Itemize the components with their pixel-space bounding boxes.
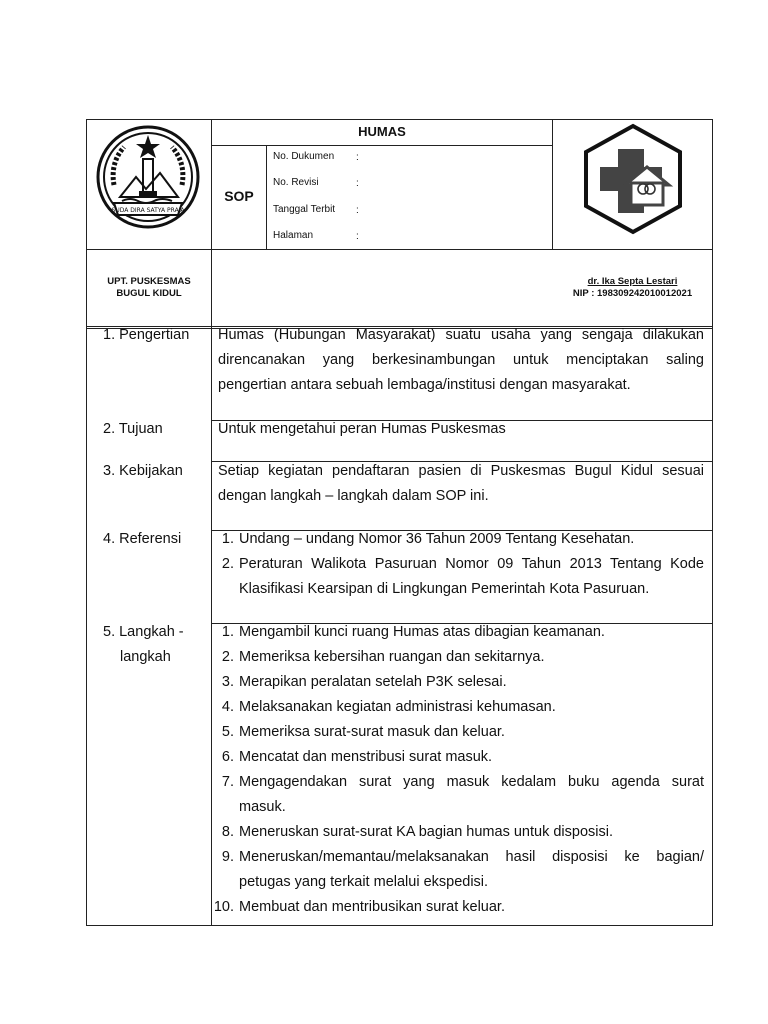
referensi-list: [214, 527, 704, 602]
list-item-number: 6.: [221, 749, 234, 765]
list-item-number: 2.: [221, 556, 234, 572]
field-halaman-sep: :: [356, 231, 359, 242]
section-referensi-label: 4. Referensi: [103, 531, 182, 547]
sop-label: SOP: [224, 188, 254, 204]
list-item-text: Memeriksa kebersihan ruangan dan sekitarnya.: [239, 649, 545, 665]
kebijakan-line-1: Setiap kegiatan pendaftaran pasien di Puskesmas Bugul Kidul sesuai: [218, 463, 704, 479]
list-item: [214, 695, 704, 720]
puskesmas-cross-house-icon: [581, 123, 685, 235]
list-item-number: 3.: [221, 674, 234, 690]
list-item-number: 9.: [221, 849, 234, 865]
list-item-text: petugas yang terkait melalui ekspedisi.: [239, 874, 489, 890]
list-item-text: Memeriksa surat-surat masuk dan keluar.: [239, 724, 505, 740]
list-item: [214, 527, 704, 552]
list-item-text: Peraturan Walikota Pasuruan Nomor 09 Tahun 2013 Tentang Kode: [239, 556, 704, 572]
seal-motto: SUDA DIRA SATYA PRAJA: [111, 207, 185, 214]
org-name: [87, 276, 211, 300]
section-kebijakan-body: [218, 459, 704, 509]
section-pengertian-body: [218, 323, 704, 398]
langkah-label-line2: langkah: [120, 649, 171, 665]
list-item: [214, 745, 704, 770]
list-item-number: 4.: [221, 699, 234, 715]
section-tujuan-label: 2. Tujuan: [103, 421, 163, 437]
list-item-text: Membuat dan mentribusikan surat keluar.: [239, 899, 505, 915]
signer-block: [553, 276, 712, 300]
seal-icon: [96, 125, 200, 229]
list-item-text: Mengambil kunci ruang Humas atas dibagian keamanan.: [239, 624, 605, 640]
field-no-revisi-label: No. Revisi: [273, 177, 319, 188]
list-item-number: 10.: [213, 899, 234, 915]
list-item-number: 7.: [221, 774, 234, 790]
signer-name: dr. Ika Septa Lestari: [587, 276, 678, 287]
list-item: [214, 770, 704, 820]
regional-seal-logo: [96, 125, 200, 229]
field-no-revisi-sep: :: [356, 178, 359, 189]
list-item: [214, 820, 704, 845]
list-item: [214, 645, 704, 670]
list-item: [214, 552, 704, 602]
section-pengertian-label: 1. Pengertian: [103, 327, 190, 343]
signer-nip: NIP : 198309242010012021: [572, 288, 693, 299]
document-title: HUMAS: [358, 124, 406, 139]
langkah-label-line1: 5. Langkah -: [103, 624, 184, 640]
puskesmas-logo: [581, 123, 685, 235]
list-item-number: 8.: [221, 824, 234, 840]
langkah-list: [214, 620, 704, 920]
list-item: [214, 720, 704, 745]
list-item-text: Mencatat dan menstribusi surat masuk.: [239, 749, 493, 765]
list-item: [214, 620, 704, 645]
kebijakan-line-2: dengan langkah – langkah dalam SOP ini.: [218, 488, 489, 504]
section-tujuan-body: Untuk mengetahui peran Humas Puskesmas: [218, 421, 506, 437]
list-item-text: Melaksanakan kegiatan administrasi kehumasan.: [239, 699, 556, 715]
section-kebijakan-label: 3. Kebijakan: [103, 463, 183, 479]
list-item-number: 2.: [221, 649, 234, 665]
pengertian-line-2: direncanakan yang berkesinambungan untuk menciptakan saling: [218, 352, 704, 368]
pengertian-line-3: pengertian antara sebuah lembaga/institusi dengan masyarakat.: [218, 377, 631, 393]
pengertian-line-1: Humas (Hubungan Masyarakat) suatu usaha yang sengaja dilakukan: [218, 327, 704, 343]
list-item: [214, 895, 704, 920]
list-item-text: Undang – undang Nomor 36 Tahun 2009 Tentang Kesehatan.: [239, 531, 635, 547]
list-item-text: Meneruskan/memantau/melaksanakan hasil disposisi ke bagian/: [239, 849, 704, 865]
list-item: [214, 845, 704, 895]
field-no-dokumen-sep: :: [356, 152, 359, 163]
list-item: [214, 670, 704, 695]
list-item-text: masuk.: [239, 799, 286, 815]
org-name-line1: UPT. PUSKESMAS: [107, 276, 191, 287]
field-tanggal-terbit-sep: :: [356, 205, 359, 216]
org-name-line2: BUGUL KIDUL: [116, 288, 182, 299]
section-langkah-label: [103, 620, 184, 670]
list-item-text: Merapikan peralatan setelah P3K selesai.: [239, 674, 507, 690]
list-item-text: Klasifikasi Kearsipan di Lingkungan Pemerintah Kota Pasuruan.: [239, 581, 650, 597]
list-item-number: 5.: [221, 724, 234, 740]
field-no-dokumen-label: No. Dukumen: [273, 151, 335, 162]
field-tanggal-terbit-label: Tanggal Terbit: [273, 204, 336, 215]
list-item-text: Meneruskan surat-surat KA bagian humas untuk disposisi.: [239, 824, 613, 840]
list-item-text: Mengagendakan surat yang masuk kedalam buku agenda surat: [239, 774, 704, 790]
list-item-number: 1.: [221, 624, 234, 640]
list-item-number: 1.: [221, 531, 234, 547]
field-halaman-label: Halaman: [273, 230, 314, 241]
